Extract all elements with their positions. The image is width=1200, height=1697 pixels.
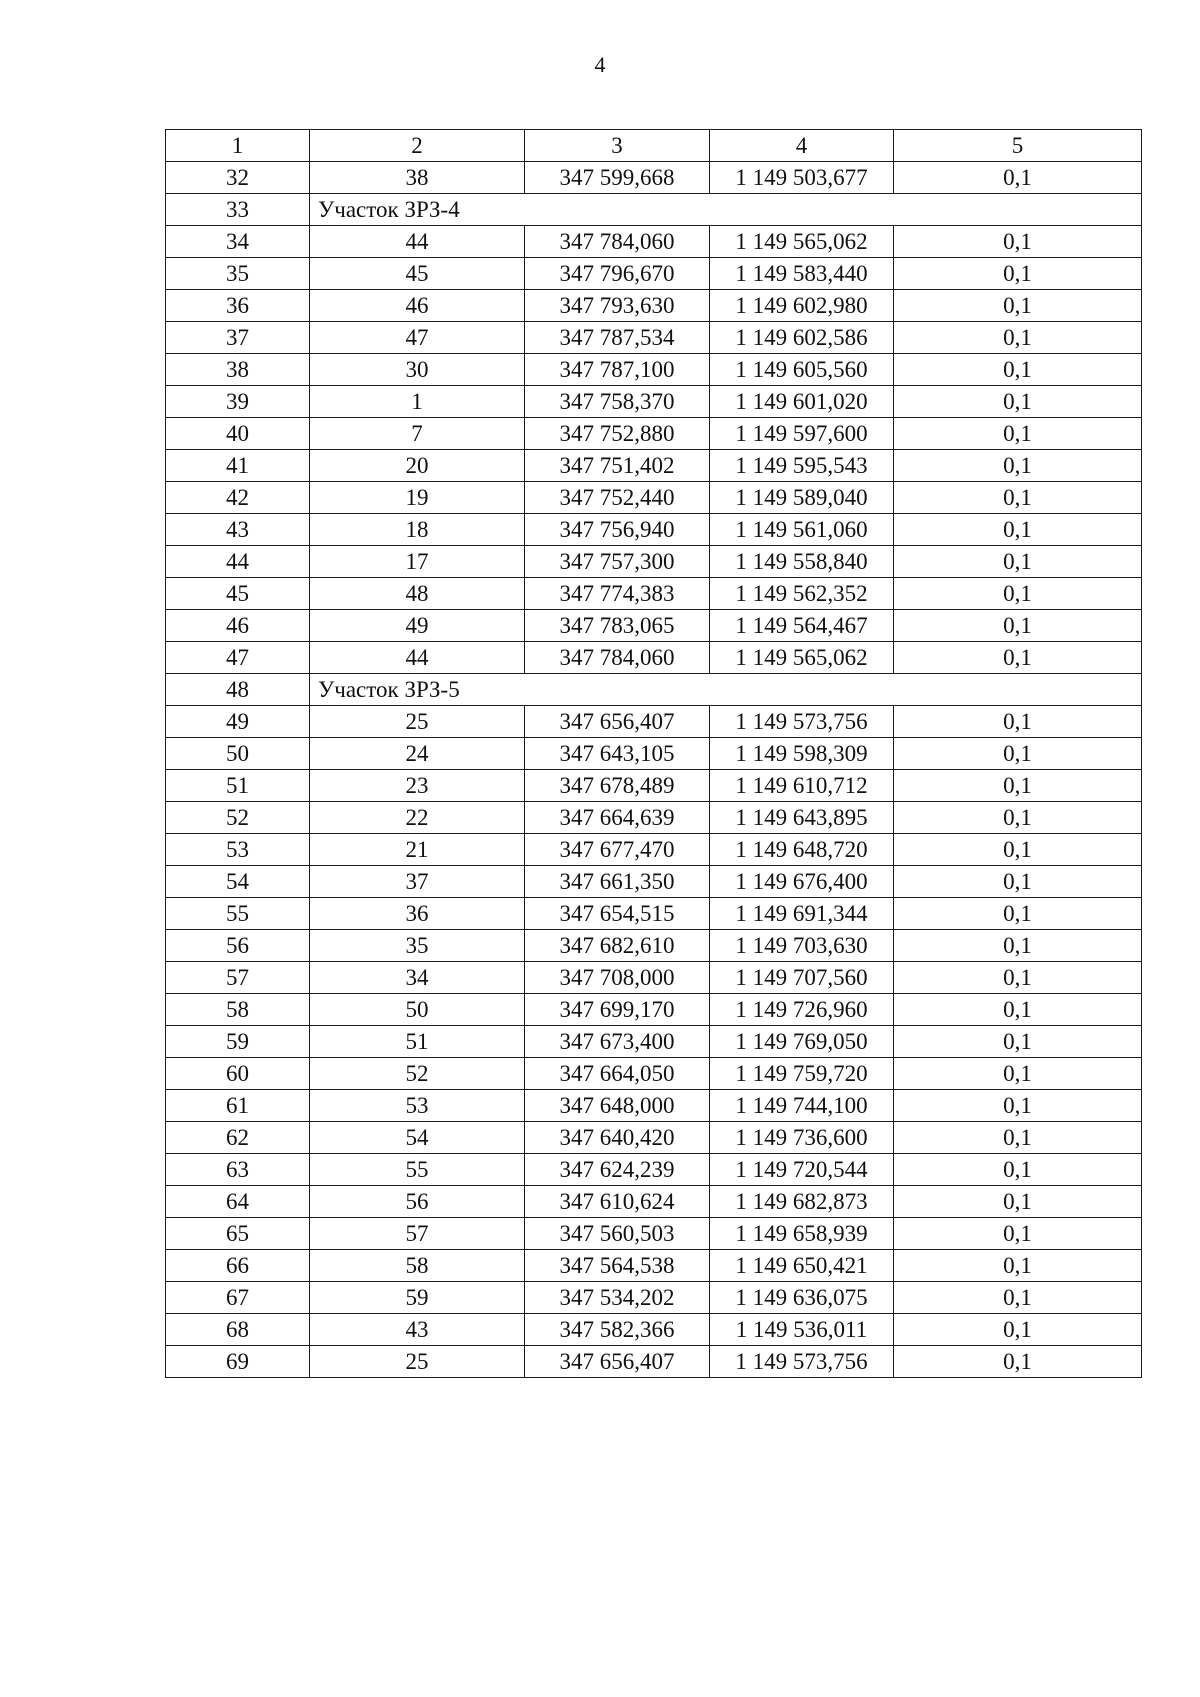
row-number-cell: 45 <box>166 578 310 610</box>
table-row <box>166 386 1142 418</box>
coordinates-table-body <box>166 130 1142 1378</box>
row-number-cell: 35 <box>166 258 310 290</box>
point-number-cell: 50 <box>310 994 525 1026</box>
point-number-cell: 20 <box>310 450 525 482</box>
accuracy-cell: 0,1 <box>894 962 1142 994</box>
header-cell: 5 <box>894 130 1142 162</box>
x-coordinate-cell: 347 560,503 <box>525 1218 710 1250</box>
x-coordinate-cell: 347 774,383 <box>525 578 710 610</box>
y-coordinate-cell: 1 149 759,720 <box>710 1058 894 1090</box>
accuracy-cell: 0,1 <box>894 1218 1142 1250</box>
row-number-cell: 43 <box>166 514 310 546</box>
table-row <box>166 1250 1142 1282</box>
x-coordinate-cell: 347 664,639 <box>525 802 710 834</box>
point-number-cell: 34 <box>310 962 525 994</box>
x-coordinate-cell: 347 582,366 <box>525 1314 710 1346</box>
accuracy-cell: 0,1 <box>894 290 1142 322</box>
point-number-cell: 57 <box>310 1218 525 1250</box>
x-coordinate-cell: 347 699,170 <box>525 994 710 1026</box>
accuracy-cell: 0,1 <box>894 258 1142 290</box>
x-coordinate-cell: 347 648,000 <box>525 1090 710 1122</box>
accuracy-cell: 0,1 <box>894 1346 1142 1378</box>
y-coordinate-cell: 1 149 703,630 <box>710 930 894 962</box>
row-number-cell: 48 <box>166 674 310 706</box>
y-coordinate-cell: 1 149 610,712 <box>710 770 894 802</box>
point-number-cell: 24 <box>310 738 525 770</box>
table-row <box>166 418 1142 450</box>
row-number-cell: 37 <box>166 322 310 354</box>
accuracy-cell: 0,1 <box>894 226 1142 258</box>
accuracy-cell: 0,1 <box>894 610 1142 642</box>
row-number-cell: 36 <box>166 290 310 322</box>
table-row <box>166 546 1142 578</box>
table-row <box>166 962 1142 994</box>
accuracy-cell: 0,1 <box>894 898 1142 930</box>
table-header-row <box>166 130 1142 162</box>
accuracy-cell: 0,1 <box>894 418 1142 450</box>
x-coordinate-cell: 347 677,470 <box>525 834 710 866</box>
y-coordinate-cell: 1 149 602,586 <box>710 322 894 354</box>
y-coordinate-cell: 1 149 605,560 <box>710 354 894 386</box>
y-coordinate-cell: 1 149 769,050 <box>710 1026 894 1058</box>
y-coordinate-cell: 1 149 736,600 <box>710 1122 894 1154</box>
table-row <box>166 1122 1142 1154</box>
x-coordinate-cell: 347 752,440 <box>525 482 710 514</box>
point-number-cell: 35 <box>310 930 525 962</box>
y-coordinate-cell: 1 149 565,062 <box>710 226 894 258</box>
x-coordinate-cell: 347 673,400 <box>525 1026 710 1058</box>
x-coordinate-cell: 347 534,202 <box>525 1282 710 1314</box>
accuracy-cell: 0,1 <box>894 1090 1142 1122</box>
point-number-cell: 44 <box>310 226 525 258</box>
accuracy-cell: 0,1 <box>894 834 1142 866</box>
y-coordinate-cell: 1 149 573,756 <box>710 1346 894 1378</box>
point-number-cell: 58 <box>310 1250 525 1282</box>
y-coordinate-cell: 1 149 601,020 <box>710 386 894 418</box>
point-number-cell: 56 <box>310 1186 525 1218</box>
y-coordinate-cell: 1 149 597,600 <box>710 418 894 450</box>
x-coordinate-cell: 347 564,538 <box>525 1250 710 1282</box>
x-coordinate-cell: 347 682,610 <box>525 930 710 962</box>
accuracy-cell: 0,1 <box>894 1026 1142 1058</box>
table-row <box>166 1058 1142 1090</box>
row-number-cell: 56 <box>166 930 310 962</box>
point-number-cell: 23 <box>310 770 525 802</box>
row-number-cell: 69 <box>166 1346 310 1378</box>
table-row <box>166 290 1142 322</box>
y-coordinate-cell: 1 149 643,895 <box>710 802 894 834</box>
x-coordinate-cell: 347 752,880 <box>525 418 710 450</box>
row-number-cell: 65 <box>166 1218 310 1250</box>
x-coordinate-cell: 347 643,105 <box>525 738 710 770</box>
row-number-cell: 33 <box>166 194 310 226</box>
x-coordinate-cell: 347 656,407 <box>525 706 710 738</box>
row-number-cell: 60 <box>166 1058 310 1090</box>
accuracy-cell: 0,1 <box>894 1122 1142 1154</box>
table-row <box>166 642 1142 674</box>
point-number-cell: 51 <box>310 1026 525 1058</box>
x-coordinate-cell: 347 793,630 <box>525 290 710 322</box>
accuracy-cell: 0,1 <box>894 1058 1142 1090</box>
accuracy-cell: 0,1 <box>894 1314 1142 1346</box>
x-coordinate-cell: 347 708,000 <box>525 962 710 994</box>
point-number-cell: 43 <box>310 1314 525 1346</box>
row-number-cell: 53 <box>166 834 310 866</box>
y-coordinate-cell: 1 149 589,040 <box>710 482 894 514</box>
accuracy-cell: 0,1 <box>894 770 1142 802</box>
point-number-cell: 59 <box>310 1282 525 1314</box>
y-coordinate-cell: 1 149 744,100 <box>710 1090 894 1122</box>
y-coordinate-cell: 1 149 536,011 <box>710 1314 894 1346</box>
point-number-cell: 45 <box>310 258 525 290</box>
row-number-cell: 61 <box>166 1090 310 1122</box>
section-row <box>166 194 1142 226</box>
y-coordinate-cell: 1 149 726,960 <box>710 994 894 1026</box>
x-coordinate-cell: 347 661,350 <box>525 866 710 898</box>
row-number-cell: 46 <box>166 610 310 642</box>
row-number-cell: 41 <box>166 450 310 482</box>
x-coordinate-cell: 347 784,060 <box>525 226 710 258</box>
row-number-cell: 64 <box>166 1186 310 1218</box>
table-row <box>166 1154 1142 1186</box>
y-coordinate-cell: 1 149 648,720 <box>710 834 894 866</box>
x-coordinate-cell: 347 784,060 <box>525 642 710 674</box>
y-coordinate-cell: 1 149 503,677 <box>710 162 894 194</box>
y-coordinate-cell: 1 149 691,344 <box>710 898 894 930</box>
point-number-cell: 21 <box>310 834 525 866</box>
table-row <box>166 1346 1142 1378</box>
table-row <box>166 802 1142 834</box>
table-row <box>166 898 1142 930</box>
y-coordinate-cell: 1 149 602,980 <box>710 290 894 322</box>
accuracy-cell: 0,1 <box>894 578 1142 610</box>
table-row <box>166 258 1142 290</box>
accuracy-cell: 0,1 <box>894 386 1142 418</box>
y-coordinate-cell: 1 149 558,840 <box>710 546 894 578</box>
section-label-cell: Участок ЗРЗ-4 <box>310 194 1142 226</box>
table-row <box>166 578 1142 610</box>
point-number-cell: 17 <box>310 546 525 578</box>
point-number-cell: 38 <box>310 162 525 194</box>
row-number-cell: 39 <box>166 386 310 418</box>
row-number-cell: 50 <box>166 738 310 770</box>
point-number-cell: 25 <box>310 706 525 738</box>
point-number-cell: 46 <box>310 290 525 322</box>
accuracy-cell: 0,1 <box>894 1186 1142 1218</box>
row-number-cell: 57 <box>166 962 310 994</box>
point-number-cell: 47 <box>310 322 525 354</box>
x-coordinate-cell: 347 796,670 <box>525 258 710 290</box>
point-number-cell: 22 <box>310 802 525 834</box>
y-coordinate-cell: 1 149 598,309 <box>710 738 894 770</box>
row-number-cell: 67 <box>166 1282 310 1314</box>
table-row <box>166 1282 1142 1314</box>
header-cell: 3 <box>525 130 710 162</box>
point-number-cell: 53 <box>310 1090 525 1122</box>
row-number-cell: 66 <box>166 1250 310 1282</box>
accuracy-cell: 0,1 <box>894 322 1142 354</box>
table-row <box>166 834 1142 866</box>
y-coordinate-cell: 1 149 564,467 <box>710 610 894 642</box>
y-coordinate-cell: 1 149 595,543 <box>710 450 894 482</box>
x-coordinate-cell: 347 678,489 <box>525 770 710 802</box>
row-number-cell: 32 <box>166 162 310 194</box>
y-coordinate-cell: 1 149 562,352 <box>710 578 894 610</box>
point-number-cell: 1 <box>310 386 525 418</box>
accuracy-cell: 0,1 <box>894 514 1142 546</box>
x-coordinate-cell: 347 783,065 <box>525 610 710 642</box>
header-cell: 4 <box>710 130 894 162</box>
row-number-cell: 52 <box>166 802 310 834</box>
x-coordinate-cell: 347 757,300 <box>525 546 710 578</box>
table-row <box>166 866 1142 898</box>
table-row <box>166 354 1142 386</box>
table-row <box>166 1186 1142 1218</box>
point-number-cell: 52 <box>310 1058 525 1090</box>
table-row <box>166 322 1142 354</box>
row-number-cell: 51 <box>166 770 310 802</box>
accuracy-cell: 0,1 <box>894 482 1142 514</box>
y-coordinate-cell: 1 149 658,939 <box>710 1218 894 1250</box>
x-coordinate-cell: 347 751,402 <box>525 450 710 482</box>
x-coordinate-cell: 347 758,370 <box>525 386 710 418</box>
x-coordinate-cell: 347 664,050 <box>525 1058 710 1090</box>
point-number-cell: 44 <box>310 642 525 674</box>
point-number-cell: 48 <box>310 578 525 610</box>
row-number-cell: 54 <box>166 866 310 898</box>
table-row <box>166 610 1142 642</box>
row-number-cell: 42 <box>166 482 310 514</box>
y-coordinate-cell: 1 149 707,560 <box>710 962 894 994</box>
x-coordinate-cell: 347 624,239 <box>525 1154 710 1186</box>
accuracy-cell: 0,1 <box>894 1154 1142 1186</box>
accuracy-cell: 0,1 <box>894 802 1142 834</box>
x-coordinate-cell: 347 599,668 <box>525 162 710 194</box>
point-number-cell: 55 <box>310 1154 525 1186</box>
table-row <box>166 994 1142 1026</box>
x-coordinate-cell: 347 787,534 <box>525 322 710 354</box>
row-number-cell: 47 <box>166 642 310 674</box>
row-number-cell: 34 <box>166 226 310 258</box>
row-number-cell: 40 <box>166 418 310 450</box>
table-row <box>166 162 1142 194</box>
header-cell: 2 <box>310 130 525 162</box>
row-number-cell: 55 <box>166 898 310 930</box>
table-row <box>166 514 1142 546</box>
table-row <box>166 1026 1142 1058</box>
accuracy-cell: 0,1 <box>894 354 1142 386</box>
section-label-cell: Участок ЗРЗ-5 <box>310 674 1142 706</box>
accuracy-cell: 0,1 <box>894 162 1142 194</box>
y-coordinate-cell: 1 149 573,756 <box>710 706 894 738</box>
row-number-cell: 59 <box>166 1026 310 1058</box>
table-row <box>166 1090 1142 1122</box>
row-number-cell: 68 <box>166 1314 310 1346</box>
accuracy-cell: 0,1 <box>894 1250 1142 1282</box>
row-number-cell: 44 <box>166 546 310 578</box>
row-number-cell: 49 <box>166 706 310 738</box>
x-coordinate-cell: 347 654,515 <box>525 898 710 930</box>
header-cell: 1 <box>166 130 310 162</box>
accuracy-cell: 0,1 <box>894 994 1142 1026</box>
page-number: 4 <box>594 52 606 77</box>
table-row <box>166 706 1142 738</box>
point-number-cell: 37 <box>310 866 525 898</box>
point-number-cell: 19 <box>310 482 525 514</box>
table-row <box>166 1218 1142 1250</box>
table-row <box>166 738 1142 770</box>
point-number-cell: 25 <box>310 1346 525 1378</box>
accuracy-cell: 0,1 <box>894 866 1142 898</box>
table-row <box>166 1314 1142 1346</box>
accuracy-cell: 0,1 <box>894 642 1142 674</box>
table-row <box>166 770 1142 802</box>
y-coordinate-cell: 1 149 650,421 <box>710 1250 894 1282</box>
x-coordinate-cell: 347 610,624 <box>525 1186 710 1218</box>
point-number-cell: 49 <box>310 610 525 642</box>
y-coordinate-cell: 1 149 565,062 <box>710 642 894 674</box>
table-row <box>166 482 1142 514</box>
coordinates-table <box>165 129 1142 1378</box>
point-number-cell: 54 <box>310 1122 525 1154</box>
x-coordinate-cell: 347 756,940 <box>525 514 710 546</box>
point-number-cell: 36 <box>310 898 525 930</box>
row-number-cell: 38 <box>166 354 310 386</box>
point-number-cell: 18 <box>310 514 525 546</box>
y-coordinate-cell: 1 149 682,873 <box>710 1186 894 1218</box>
y-coordinate-cell: 1 149 561,060 <box>710 514 894 546</box>
x-coordinate-cell: 347 787,100 <box>525 354 710 386</box>
y-coordinate-cell: 1 149 636,075 <box>710 1282 894 1314</box>
x-coordinate-cell: 347 656,407 <box>525 1346 710 1378</box>
table-row <box>166 930 1142 962</box>
x-coordinate-cell: 347 640,420 <box>525 1122 710 1154</box>
row-number-cell: 62 <box>166 1122 310 1154</box>
accuracy-cell: 0,1 <box>894 546 1142 578</box>
accuracy-cell: 0,1 <box>894 930 1142 962</box>
table-row <box>166 450 1142 482</box>
y-coordinate-cell: 1 149 583,440 <box>710 258 894 290</box>
section-row <box>166 674 1142 706</box>
row-number-cell: 63 <box>166 1154 310 1186</box>
accuracy-cell: 0,1 <box>894 738 1142 770</box>
y-coordinate-cell: 1 149 676,400 <box>710 866 894 898</box>
point-number-cell: 30 <box>310 354 525 386</box>
point-number-cell: 7 <box>310 418 525 450</box>
row-number-cell: 58 <box>166 994 310 1026</box>
accuracy-cell: 0,1 <box>894 450 1142 482</box>
y-coordinate-cell: 1 149 720,544 <box>710 1154 894 1186</box>
accuracy-cell: 0,1 <box>894 706 1142 738</box>
table-row <box>166 226 1142 258</box>
accuracy-cell: 0,1 <box>894 1282 1142 1314</box>
